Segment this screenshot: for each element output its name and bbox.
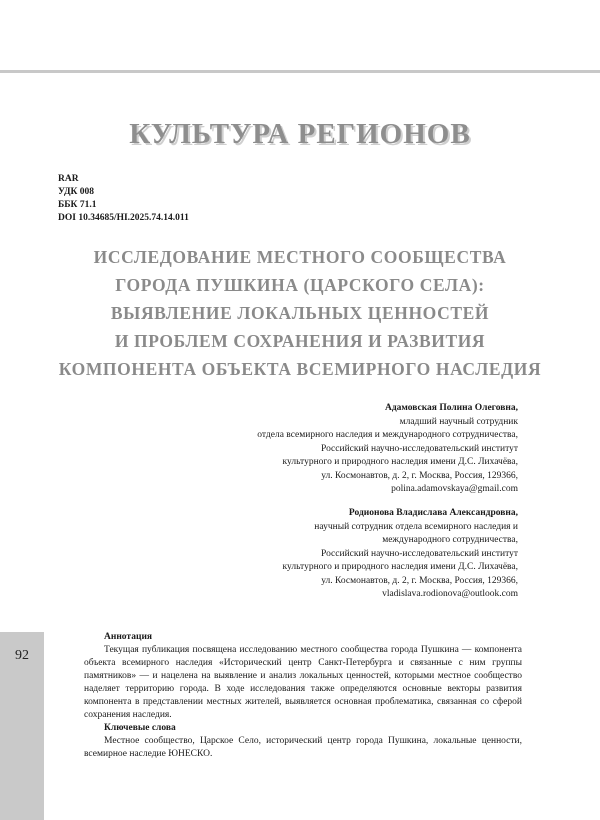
author-affiliation-line: Российский научно-исследовательский институт — [321, 548, 518, 559]
code-bbk: ББК 71.1 — [58, 200, 97, 210]
author-address: ул. Космонавтов, д. 2, г. Москва, Россия, 129366, — [321, 575, 518, 586]
title-line: ИССЛЕДОВАНИЕ МЕСТНОГО СООБЩЕСТВА — [93, 247, 507, 267]
author-block-2 — [283, 507, 518, 602]
title-line: И ПРОБЛЕМ СОХРАНЕНИЯ И РАЗВИТИЯ — [114, 331, 486, 351]
author-email[interactable]: polina.adamovskaya@gmail.com — [391, 484, 518, 494]
code-rar: RAR — [58, 174, 79, 184]
keywords-text: Местное сообщество, Царское Село, исторический центр города Пушкина, локальные ценности, всемирное наследие ЮНЕСКО. — [84, 736, 522, 759]
author-affiliation-line: отдела всемирного наследия и международного сотрудничества, — [257, 430, 518, 440]
author-address: ул. Космонавтов, д. 2, г. Москва, Россия, 129366, — [321, 470, 518, 481]
abstract-section — [84, 631, 522, 761]
author-name: Адамовская Полина Олеговна, — [384, 403, 518, 413]
classification-codes — [58, 173, 189, 225]
article-title — [30, 243, 570, 383]
author-email[interactable]: vladislava.rodionova@outlook.com — [382, 589, 518, 599]
keywords-heading: Ключевые слова — [104, 723, 176, 733]
title-line: ГОРОДА ПУШКИНА (ЦАРСКОГО СЕЛА): — [115, 275, 485, 295]
author-affiliation-line: младший научный сотрудник — [399, 416, 518, 427]
author-affiliation-line: Российский научно-исследовательский институт — [321, 443, 518, 454]
author-affiliation-line: культурного и природного наследия имени Д.С. Лихачёва, — [282, 562, 518, 572]
code-udk: УДК 008 — [58, 187, 95, 197]
code-doi: DOI 10.34685/HI.2025.74.14.011 — [58, 213, 189, 223]
author-affiliation-line: научный сотрудник отдела всемирного наследия и — [314, 521, 518, 532]
title-line: КОМПОНЕНТА ОБЪЕКТА ВСЕМИРНОГО НАСЛЕДИЯ — [58, 359, 542, 379]
page-number: 92 — [15, 648, 29, 663]
section-title: КУЛЬТУРА РЕГИОНОВ — [129, 118, 471, 150]
author-affiliation-line: международного сотрудничества, — [382, 535, 518, 545]
author-block-1 — [257, 402, 518, 497]
author-name: Родионова Владислава Александровна, — [348, 508, 518, 518]
title-line: ВЫЯВЛЕНИЕ ЛОКАЛЬНЫХ ЦЕННОСТЕЙ — [110, 303, 490, 323]
header-rule — [0, 70, 600, 73]
abstract-text: Текущая публикация посвящена исследованию местного сообщества города Пушкина — компонента объекта всемирного наследия «Исторический центр Санкт-Петербурга и связанные с ним группы памятников» — и нацелена на выявление и анализ локальных ценностей, которыми местное сообщество наделяет территорию города. В ходе исследования также определяются основные векторы развития компонента в представлении местных жителей, выявляется основная проблематика, связанная со сферой сохранения наследия. — [84, 645, 522, 720]
abstract-heading: Аннотация — [104, 632, 153, 642]
author-affiliation-line: культурного и природного наследия имени Д.С. Лихачёва, — [282, 457, 518, 467]
